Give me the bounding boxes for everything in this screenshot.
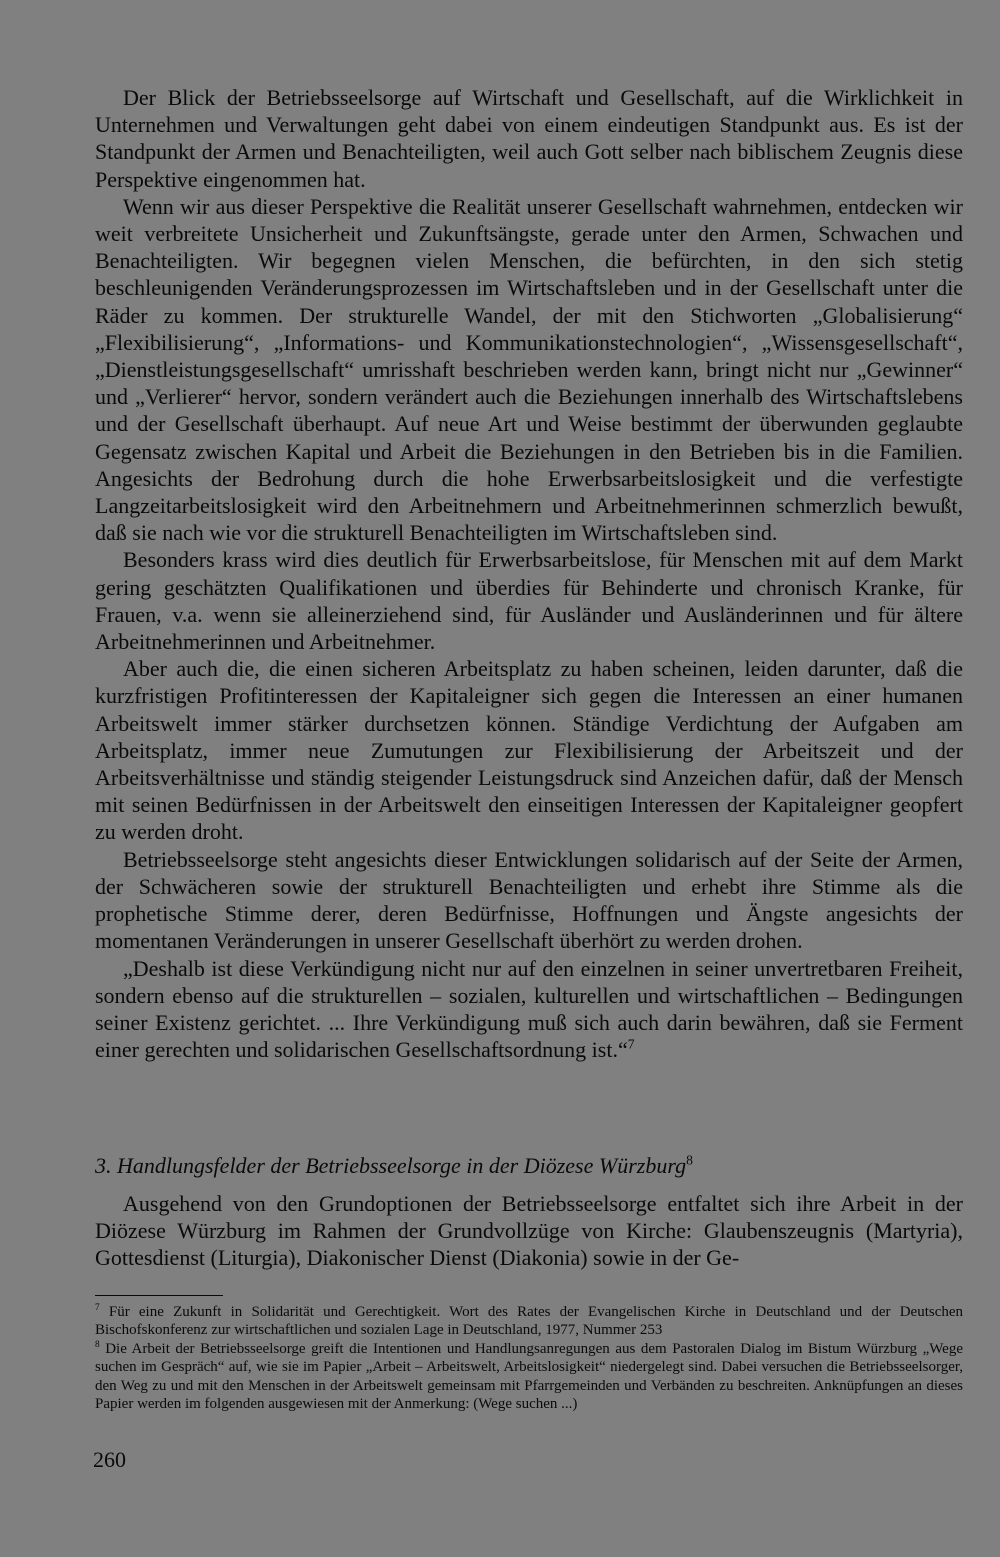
footnotes bbox=[95, 1303, 963, 1413]
footnote-number: 7 bbox=[95, 1303, 100, 1313]
footnote-text: Die Arbeit der Betriebsseelsorge greift die Intentionen und Handlungsanregungen aus dem Pastoralen Dialog im Bistum Würzburg „Wege suchen im Gespräch“ auf, wie sie im Papier „Arbeit – Arbeitswelt, Arbeitslosigkeit“ niedergelegt sind. Dabei versuchen die Betriebsseelsorger, den Weg zu und mit den Menschen in der Arbeitswelt gemeinsam mit Pfarrgemeinden und Verbänden zu beschreiten. Anknüpfungen an dieses Papier werden im folgenden ausgewiesen mit der Anmerkung: (Wege suchen ...) bbox=[95, 1340, 964, 1413]
paragraph: Der Blick der Betriebsseelsorge auf Wirtschaft und Gesellschaft, auf die Wirklichkeit in Unternehmen und Verwaltungen geht dabei von einem eindeutigen Standpunkt aus. Es ist der Standpunkt der Armen und Benachteiligten, weil auch Gott selber nach biblischem Zeugnis diese Perspektive eingenommen hat. bbox=[95, 85, 963, 192]
quote-text: „Deshalb ist diese Verkündigung nicht nur auf den einzelnen in seiner unvertretbaren Freiheit, sondern ebenso auf die strukturellen – sozialen, kulturellen und wirtschaftlichen – Bedingungen seiner Existenz gerichtet. ... Ihre Verkündigung muß sich auch darin bewähren, daß sie Ferment einer gerechten und solidarischen Gesellschaftsordnung ist.“ bbox=[95, 955, 963, 1063]
page-number: 260 bbox=[93, 1447, 126, 1472]
section-body-text bbox=[95, 1190, 963, 1272]
main-body-text bbox=[95, 84, 963, 1063]
footnote-ref-8: 8 bbox=[686, 1152, 693, 1168]
section-heading bbox=[95, 1152, 963, 1179]
paragraph: Besonders krass wird dies deutlich für Erwerbsarbeitslose, für Menschen mit auf dem Markt gering geschätzten Qualifikationen und überdies für Behinderte und chronisch Kranke, für Frauen, v.a. wenn sie alleinerziehend sind, für Ausländer und Ausländerinnen und für ältere Arbeitnehmerinnen und Arbeitnehmer. bbox=[95, 547, 963, 655]
quote-paragraph bbox=[95, 955, 963, 1064]
footnote-7 bbox=[95, 1303, 963, 1340]
footnote-8 bbox=[95, 1340, 963, 1414]
footnote-ref-7: 7 bbox=[627, 1036, 635, 1052]
footnote-text: Für eine Zukunft in Solidarität und Gerechtigkeit. Wort des Rates der Evangelischen Kirche in Deutschland und der Deutschen Bischofskonferenz zur wirtschaftlichen und sozialen Lage in Deutschland, 1977, Nummer 253 bbox=[95, 1304, 964, 1339]
paragraph: Ausgehend von den Grundoptionen der Betriebsseelsorge entfaltet sich ihre Arbeit in der Diözese Würzburg im Rahmen der Grundvollzüge von Kirche: Glaubenszeugnis (Martyria), Gottesdienst (Liturgia), Diakonischer Dienst (Diakonia) sowie in der Ge- bbox=[95, 1191, 963, 1271]
paragraph: Wenn wir aus dieser Perspektive die Realität unserer Gesellschaft wahrnehmen, entdecken wir weit verbreitete Unsicherheit und Zukunftsängste, gerade unter den Armen, Schwachen und Benachteiligten. Wir begegnen vielen Menschen, die befürchten, in den sich stetig beschleunigenden Veränderungsprozessen im Wirtschaftsleben und in der Gesellschaft unter die Räder zu kommen. Der strukturelle Wandel, der mit den Stichworten „Globalisierung“ „Flexibilisierung“, „Informations- und Kommunikationstechnologien“, „Wissensgesellschaft“, „Dienstleistungsgesellschaft“ umrisshaft beschrieben werden kann, bringt nicht nur „Gewinner“ und „Verlierer“ hervor, sondern verändert auch die Beziehungen innerhalb des Wirtschaftslebens und der Gesellschaft überhaupt. Auf neue Art und Weise bestimmt der überwunden geglaubte Gegensatz zwischen Kapital und Arbeit die Beziehungen in den Betrieben bis in die Familien. Angesichts der Bedrohung durch die hohe Erwerbsarbeitslosigkeit und die verfestigte Langzeitarbeitslosigkeit wird den Arbeitnehmern und Arbeitnehmerinnen schmerzlich bewußt, daß sie nach wie vor die strukturell Benachteiligten im Wirtschaftsleben sind. bbox=[95, 193, 963, 546]
footnote-number: 8 bbox=[95, 1339, 100, 1350]
paragraph: Betriebsseelsorge steht angesichts dieser Entwicklungen solidarisch auf der Seite der Armen, der Schwächeren sowie der strukturell Benachteiligten und erhebt ihre Stimme als die prophetische Stimme derer, deren Bedürfnisse, Hoffnungen und Ängste angesichts der momentanen Veränderungen in unserer Gesellschaft überhört zu werden drohen. bbox=[95, 846, 963, 954]
section-heading-text: 3. Handlungsfelder der Betriebsseelsorge in der Diözese Würzburg bbox=[95, 1153, 687, 1178]
paragraph: Aber auch die, die einen sicheren Arbeitsplatz zu haben scheinen, leiden darunter, daß die kurzfristigen Profitinteressen der Kapitaleigner sich gegen die Interessen an einer humanen Arbeitswelt immer stärker durchsetzen können. Ständige Verdichtung der Aufgaben am Arbeitsplatz, immer neue Zumutungen zur Flexibilisierung der Arbeitszeit und der Arbeitsverhältnisse und ständig steigender Leistungsdruck sind Anzeichen dafür, daß der Mensch mit seinen Bedürfnissen in der Arbeitswelt den einseitigen Interessen der Kapitaleigner geopfert zu werden droht. bbox=[95, 656, 963, 845]
footnote-divider bbox=[95, 1295, 223, 1296]
